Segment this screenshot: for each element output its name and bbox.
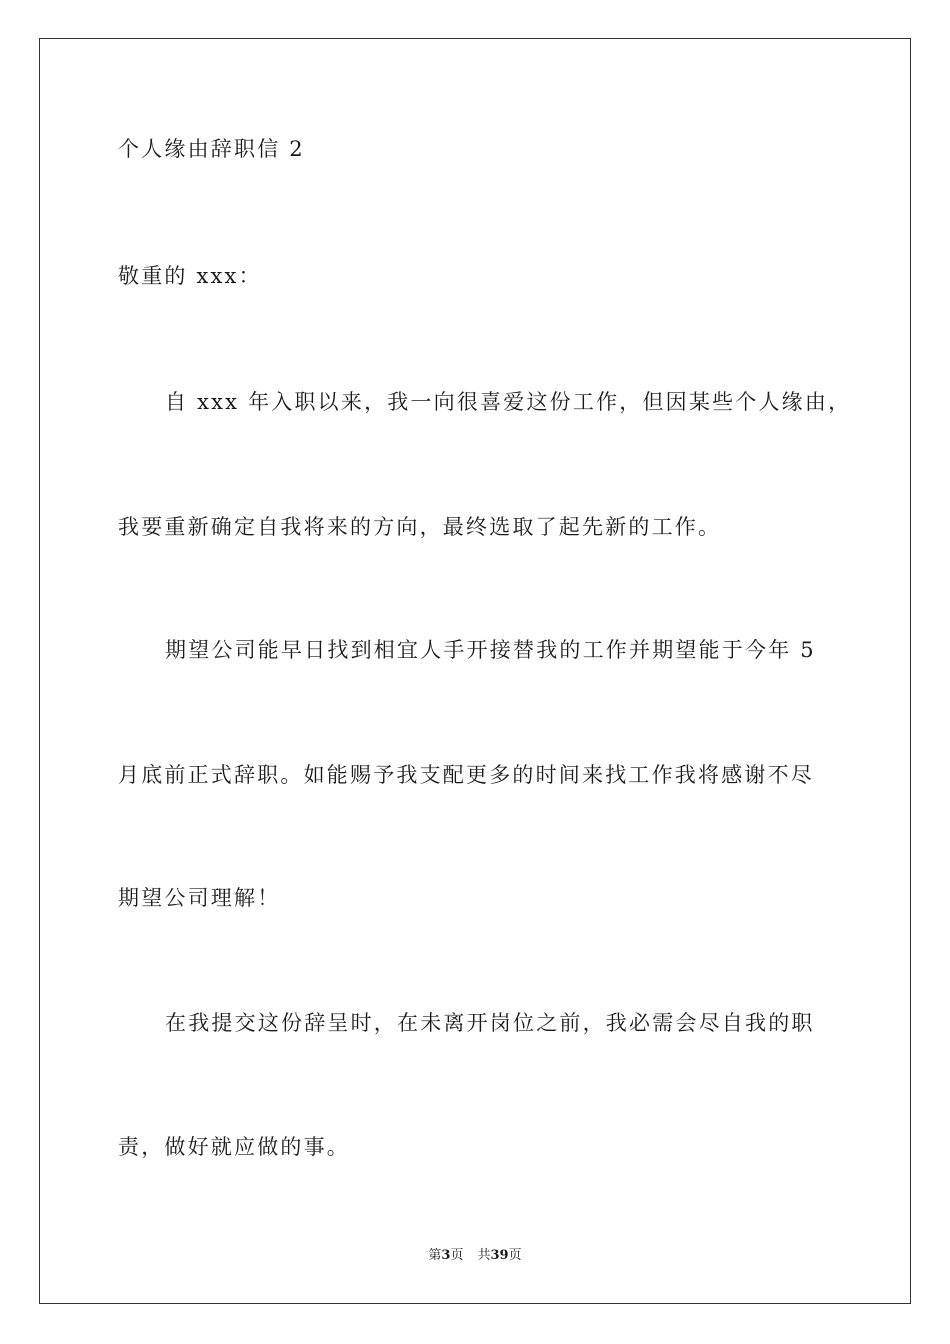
page-total: 39 <box>490 1248 509 1263</box>
body-line-2: 我要重新确定自我将来的方向，最终选取了起先新的工作。 <box>118 515 722 539</box>
page-border <box>39 38 911 1304</box>
page-current: 3 <box>441 1248 451 1263</box>
page-footer <box>0 1248 950 1264</box>
body-line-4: 月底前正式辞职。如能赐予我支配更多的时间来找工作我将感谢不尽 <box>118 763 814 787</box>
letter-title: 个人缘由辞职信 2 <box>118 137 305 161</box>
letter-salutation: 敬重的 xxx： <box>118 264 262 288</box>
page-unit: 页 <box>450 1248 464 1263</box>
body-line-6: 在我提交这份辞呈时，在未离开岗位之前，我必需会尽自我的职 <box>165 1011 815 1035</box>
page-prefix: 第 <box>428 1248 442 1263</box>
body-line-3: 期望公司能早日找到相宜人手开接替我的工作并期望能于今年 5 <box>165 638 816 662</box>
total-unit: 页 <box>508 1248 522 1263</box>
body-line-5: 期望公司理解！ <box>118 886 281 910</box>
body-line-7: 责，做好就应做的事。 <box>118 1135 350 1159</box>
total-prefix: 共 <box>477 1248 491 1263</box>
body-line-1: 自 xxx 年入职以来，我一向很喜爱这份工作，但因某些个人缘由， <box>165 390 852 414</box>
